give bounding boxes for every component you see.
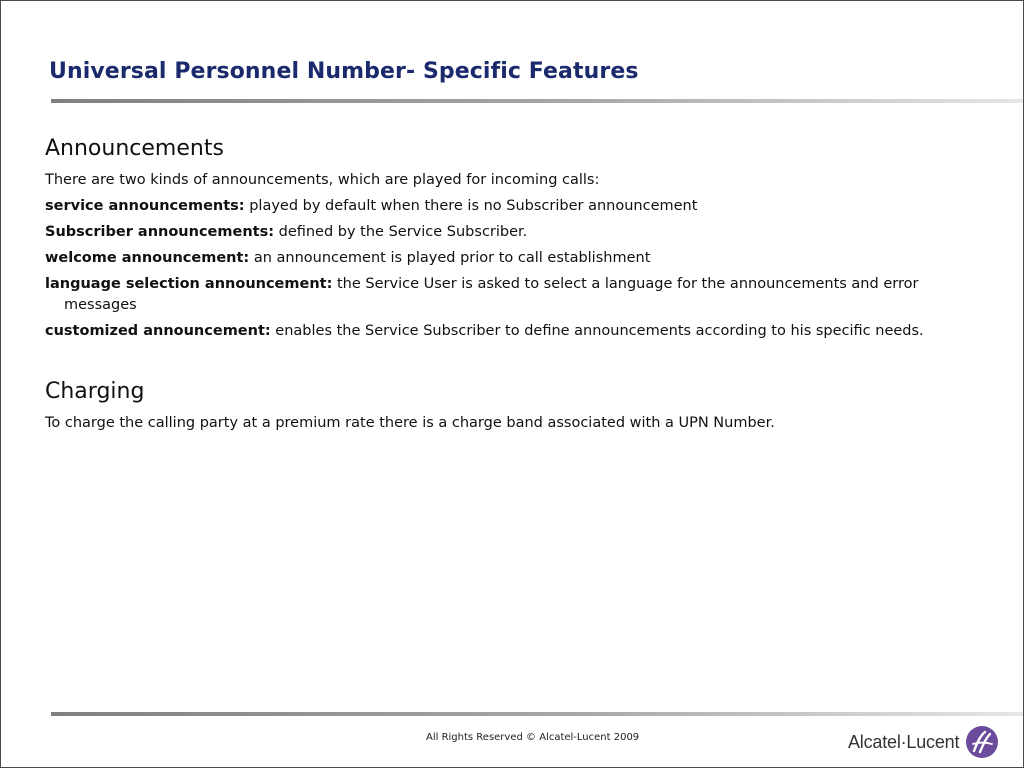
alcatel-lucent-logo (848, 723, 999, 761)
alcatel-lucent-swirl-icon (965, 725, 999, 759)
announcement-item-subscriber (45, 222, 995, 243)
announcements-intro: There are two kinds of announcements, which are played for incoming calls: (45, 172, 600, 188)
charging-text: To charge the calling party at a premium rate there is a charge band associated with a UPN Number. (45, 415, 775, 431)
announcement-item-language-selection (45, 274, 995, 316)
announcement-description: the Service User is asked to select a language for the announcements and error messages (64, 276, 919, 313)
title-divider (51, 99, 1023, 103)
announcement-description: enables the Service Subscriber to define announcements according to his specific needs. (270, 323, 924, 339)
announcement-term: service announcements: (45, 198, 245, 214)
announcement-description: played by default when there is no Subscriber announcement (244, 198, 698, 214)
announcements-heading: Announcements (45, 136, 224, 161)
slide-title: Universal Personnel Number- Specific Features (49, 59, 639, 84)
announcement-term: welcome announcement: (45, 250, 250, 266)
copyright-notice: All Rights Reserved © Alcatel-Lucent 2009 (426, 732, 640, 743)
announcement-item-service (45, 196, 995, 217)
announcement-description: an announcement is played prior to call establishment (249, 250, 651, 266)
announcement-item-customized (45, 321, 995, 342)
logo-wordmark: Alcatel·Lucent (848, 731, 960, 752)
announcement-description: defined by the Service Subscriber. (274, 224, 528, 240)
charging-heading: Charging (45, 379, 145, 404)
footer-divider (51, 712, 1023, 716)
slide-content (45, 135, 995, 434)
announcement-item-welcome (45, 248, 995, 269)
announcement-term: customized announcement: (45, 323, 271, 339)
announcement-term: language selection announcement: (45, 276, 333, 292)
announcement-term: Subscriber announcements: (45, 224, 274, 240)
